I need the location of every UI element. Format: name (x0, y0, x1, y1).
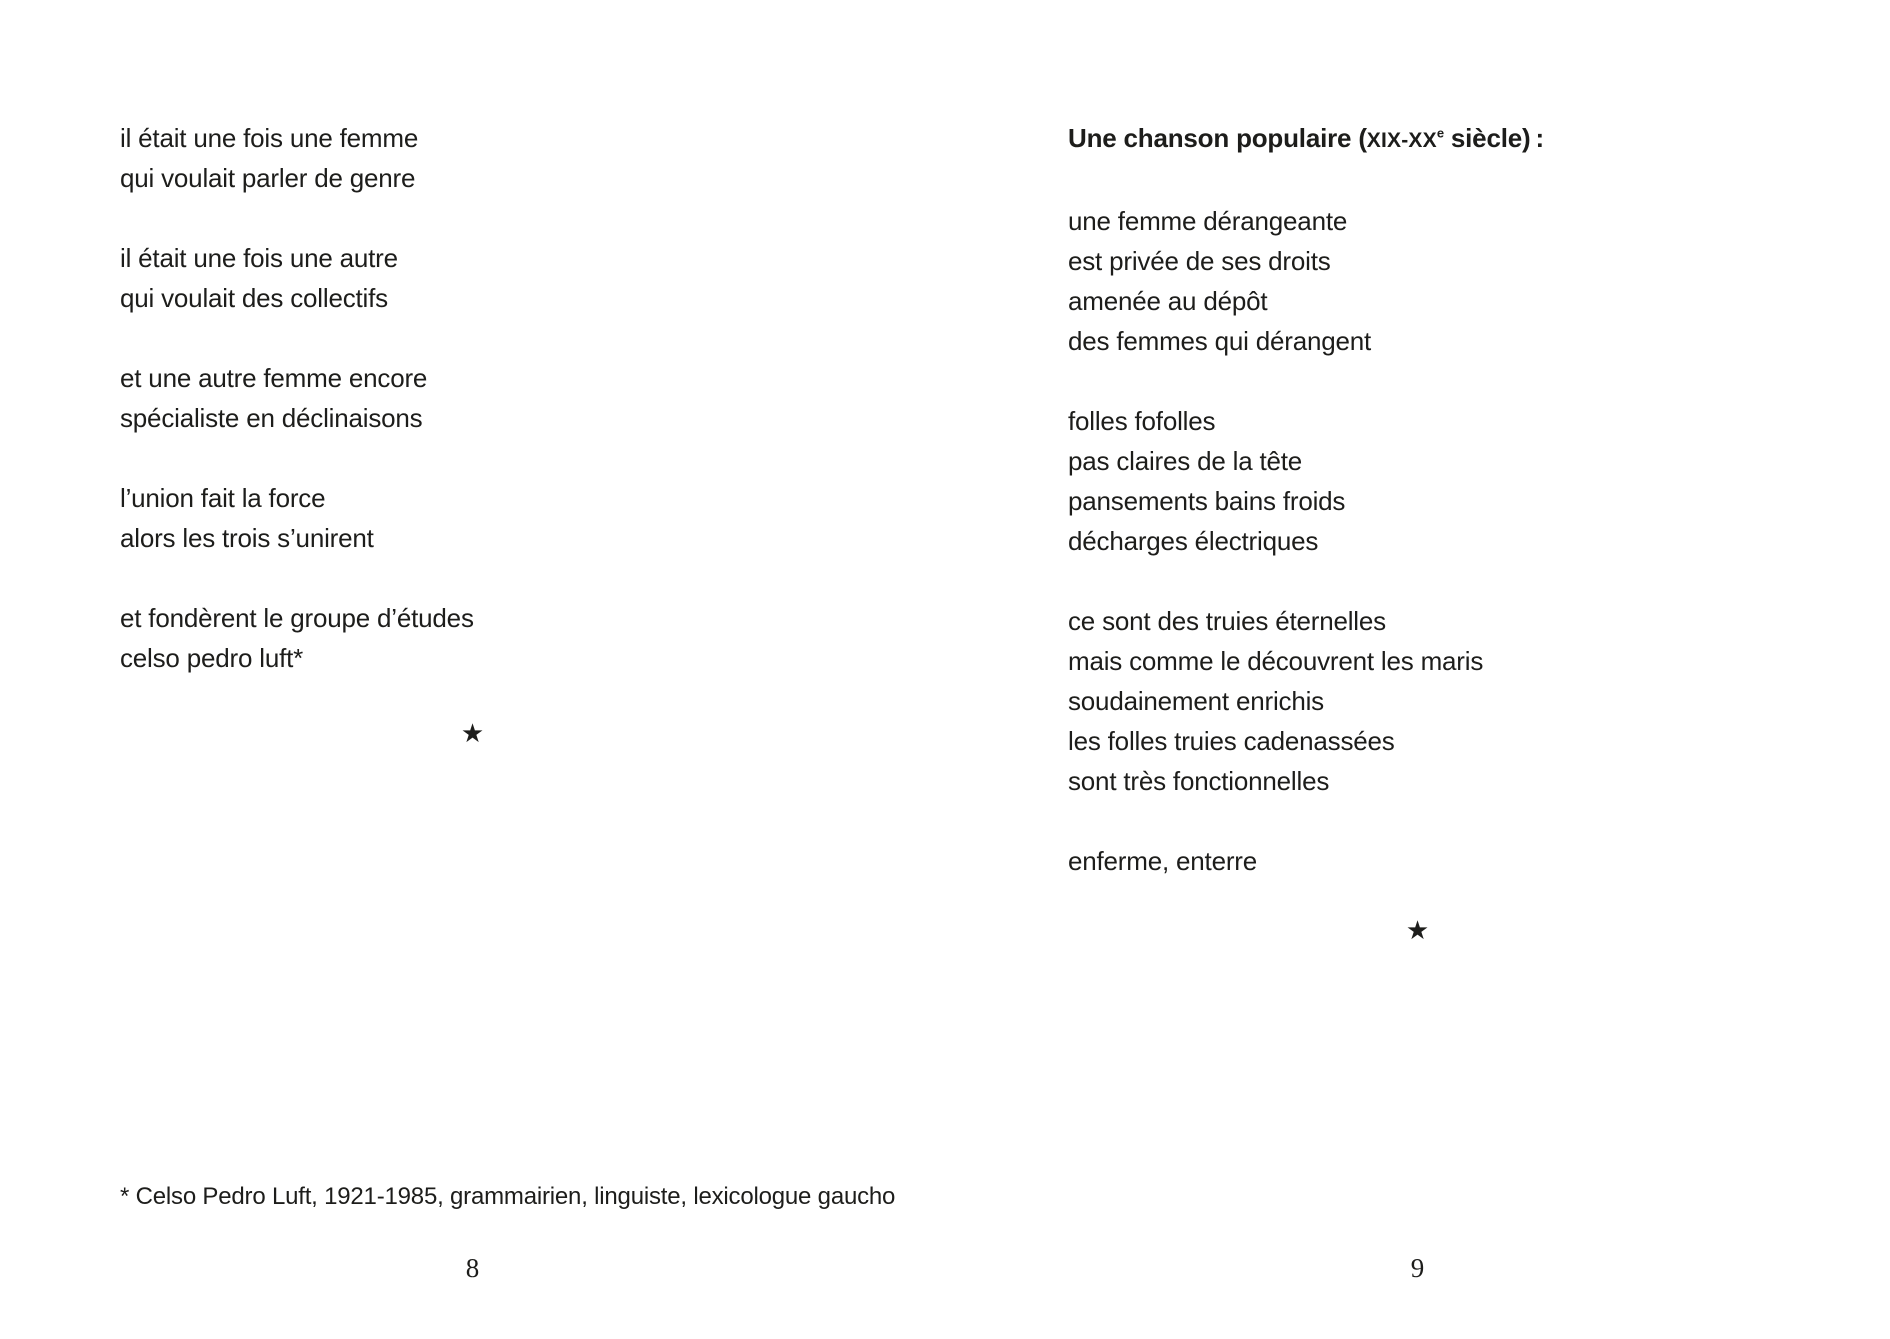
poem-title-roman-numerals: XIX-XX (1366, 129, 1437, 152)
poem-line: décharges électriques (1068, 526, 1319, 556)
poem-title-paren: ( (1351, 123, 1367, 153)
poem-line: une femme dérangeante (1068, 206, 1348, 236)
footnote: * Celso Pedro Luft, 1921-1985, grammairien, linguiste, lexicologue gaucho (120, 1183, 896, 1210)
poem-line: et une autre femme encore (120, 363, 428, 393)
page-number-right: 9 (1410, 1253, 1425, 1283)
stanza (120, 358, 474, 438)
poem-right-stanzas (1068, 201, 1544, 881)
poem-line: l’union fait la force (120, 483, 326, 513)
poem-line: enferme, enterre (1068, 846, 1258, 876)
poem-line: folles fofolles (1068, 406, 1216, 436)
stanza (1068, 201, 1544, 361)
poem-line: spécialiste en déclinaisons (120, 403, 423, 433)
poem-right (1068, 118, 1544, 881)
poem-line: qui voulait parler de genre (120, 163, 416, 193)
poem-line: il était une fois une autre (120, 243, 398, 273)
poem-left (120, 118, 474, 678)
poem-line: qui voulait des collectifs (120, 283, 388, 313)
stanza (120, 598, 474, 678)
poem-line: des femmes qui dérangent (1068, 326, 1372, 356)
poem-line: alors les trois s’unirent (120, 523, 374, 553)
poem-title (1068, 118, 1544, 161)
poem-line: pas claires de la tête (1068, 446, 1303, 476)
star-icon: ★ (1405, 915, 1430, 945)
stanza (120, 238, 474, 318)
poem-line: amenée au dépôt (1068, 286, 1268, 316)
stanza (1068, 401, 1544, 561)
poem-line: sont très fonctionnelles (1068, 766, 1330, 796)
poem-title-main: Une chanson populaire (1068, 123, 1352, 153)
poem-line: est privée de ses droits (1068, 246, 1331, 276)
poem-line: pansements bains froids (1068, 486, 1346, 516)
poem-line: les folles truies cadenassées (1068, 726, 1395, 756)
stanza (1068, 601, 1544, 801)
poem-line: il était une fois une femme (120, 123, 419, 153)
poem-title-tail: siècle) : (1443, 123, 1544, 153)
star-icon: ★ (460, 718, 485, 748)
poem-line: soudainement enrichis (1068, 686, 1324, 716)
page-number-left: 8 (465, 1253, 480, 1283)
poem-line: celso pedro luft* (120, 643, 304, 673)
poem-line: et fondèrent le groupe d’études (120, 603, 474, 633)
poem-title-superscript: e (1436, 125, 1444, 141)
stanza (1068, 841, 1544, 881)
stanza (120, 118, 474, 198)
stanza (120, 478, 474, 558)
poem-line: mais comme le découvrent les maris (1068, 646, 1484, 676)
poem-line: ce sont des truies éternelles (1068, 606, 1386, 636)
page-right (945, 0, 1890, 1339)
